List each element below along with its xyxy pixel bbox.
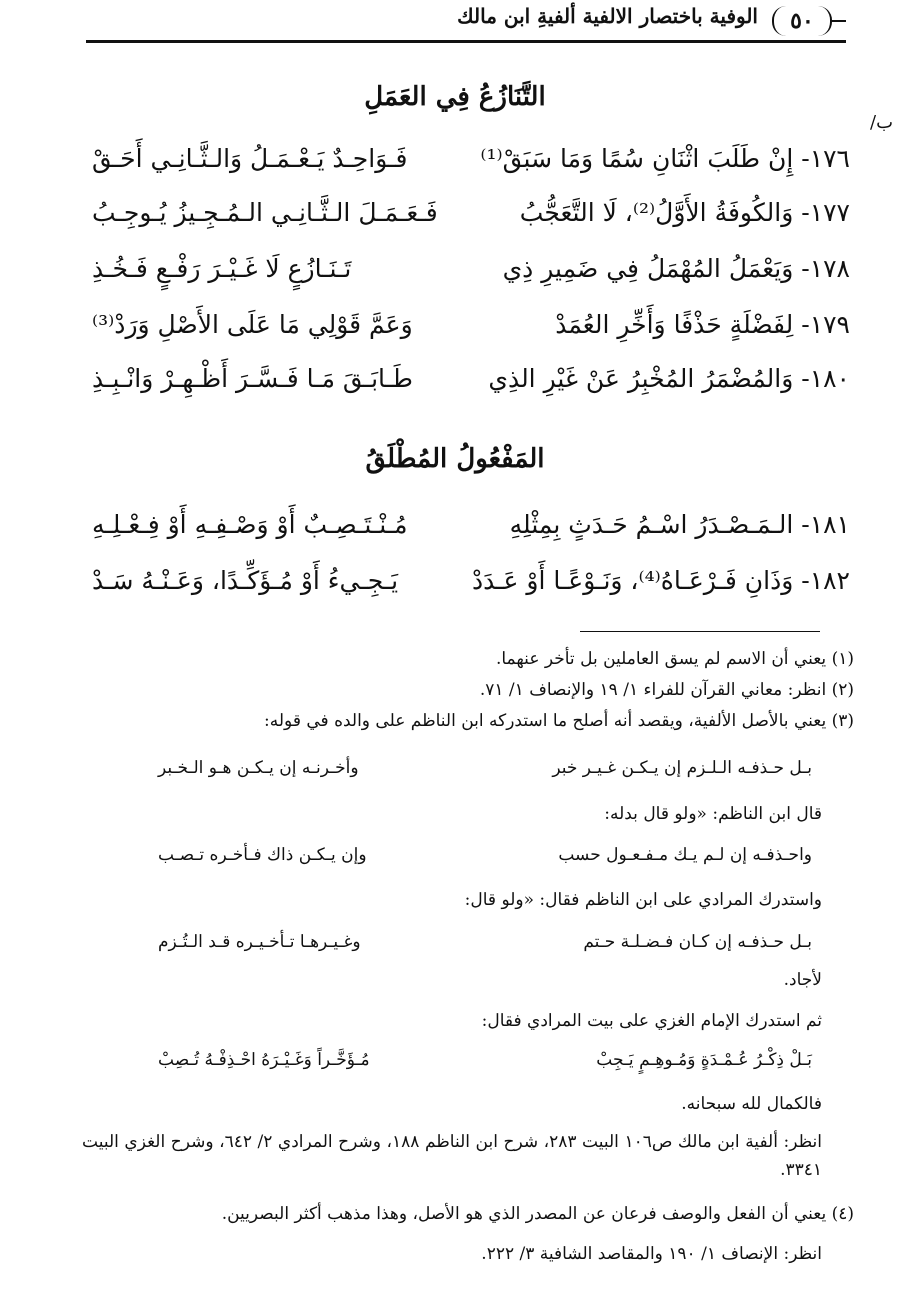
- verse-179: [0, 310, 910, 350]
- verse-second-hemistich: يَـجِـيءُ أَوْ مُـؤَكِّـدًا، وَعَـنْـهُ سَـدْ: [92, 566, 399, 595]
- verse-number: ١٨٠: [809, 364, 850, 393]
- verse-first-hemistich: ١٧٦- إِنْ طَلَبَ اثْنَانِ سُمًا وَمَا سَبَقْ⁽¹⁾: [480, 144, 850, 173]
- page-number: ٥٠: [772, 6, 832, 36]
- hemistich-text: الـمَـصْـدَرُ اسْـمُ حَـدَثٍ بِمِثْلِهِ: [509, 510, 794, 539]
- header-rule: [86, 40, 846, 43]
- poem-second-half: مُـؤَخَّـراً وَغَـيْـرَهُ احْـذِفْـهُ تُـصِبْ: [158, 1050, 370, 1070]
- footnote-3-reference: انظر: ألفية ابن مالك ص١٠٦ البيت ٢٨٣، شرح ابن الناظم ١٨٨، وشرح المرادي ٢/ ٦٤٢، وشرح الغزي البيت ٣٣٤١.: [82, 1132, 822, 1180]
- footnote-2: (٢) انظر: معاني القرآن للفراء ١/ ١٩ والإنصاف ١/ ٧١.: [479, 680, 854, 700]
- footnote-text-line: لأجاد.: [783, 970, 822, 990]
- verse-number: ١٧٧: [809, 198, 850, 227]
- verse-178: [0, 254, 910, 294]
- footnote-poem-line: [0, 1050, 910, 1080]
- hemistich-text: وَيَعْمَلُ المُهْمَلُ فِي ضَمِيرِ ذِي: [502, 254, 794, 283]
- poem-first-half: بـل حـذفـه إن كـان فـضـلـة حـتم: [583, 932, 812, 952]
- verse-second-hemistich: تَـنَـازُعٍ لَا غَـيْـرَ رَفْـعٍ فَـخُـذِ: [92, 254, 352, 283]
- poem-first-half: بَـلْ ذِكْـرُ عُـمْـدَةٍ وَمُـوهِـمٍ يَـجِبْ: [596, 1050, 812, 1070]
- footnote-4-reference: انظر: الإنصاف ١/ ١٩٠ والمقاصد الشافية ٣/ ٢٢٢.: [481, 1244, 822, 1264]
- section-title-tanazu: التَّنَازُعُ فِي العَمَلِ: [364, 82, 546, 112]
- verse-number: ١٧٩: [809, 310, 850, 339]
- section-title-mafool-mutlaq: المَفْعُولُ المُطْلَقُ: [365, 444, 545, 474]
- poem-second-half: وإن يـكـن ذاك فـأخـره تـصـب: [158, 845, 367, 865]
- poem-second-half: وغـيـرهـا تـأخـيـره قـد الـتُـزم: [158, 932, 361, 952]
- footnote-text-line: واستدرك المرادي على ابن الناظم فقال: «ولو قال:: [464, 890, 822, 910]
- hemistich-text: وَذَانِ فَـرْعَـاهُ⁽⁴⁾، وَنَـوْعًـا أَوْ عَـدَدْ: [471, 566, 794, 595]
- verse-second-hemistich: مُـنْـتَـصِـبٌ أَوْ وَصْـفِـهِ أَوْ فِـعْـلِـهِ: [92, 510, 408, 539]
- footnote-text-line: ثم استدرك الإمام الغزي على بيت المرادي فقال:: [481, 1011, 822, 1031]
- verse-177: [0, 198, 910, 238]
- verse-first-hemistich: ١٧٩- لِفَضْلَةٍ حَذْفًا وَأَخِّرِ العُمَدْ: [555, 310, 850, 339]
- page-header: [86, 0, 846, 46]
- verse-first-hemistich: ١٨٢- وَذَانِ فَـرْعَـاهُ⁽⁴⁾، وَنَـوْعًـا أَوْ عَـدَدْ: [471, 566, 850, 595]
- footnote-poem-line: [0, 932, 910, 962]
- verse-first-hemistich: ١٨٠- وَالمُضْمَرُ المُخْبِرُ عَنْ غَيْرِ الذِي: [488, 364, 850, 393]
- verse-number: ١٨١: [809, 510, 850, 539]
- footnote-1: (١) يعني أن الاسم لم يسق العاملين بل تأخر عنهما.: [495, 649, 854, 669]
- footnote-3: (٣) يعني بالأصل الألفية، ويقصد أنه أصلح ما استدركه ابن الناظم على والده في قوله:: [264, 711, 854, 731]
- hemistich-text: وَالكُوفَةُ الأَوَّلُ⁽²⁾، لَا التَّعَجُّبُ: [519, 198, 794, 227]
- verse-second-hemistich: فَـعَـمَـلَ الـثَّـانِـي الـمُـجِـيزُ يُـوجِـبُ: [92, 198, 438, 227]
- verse-182: [0, 566, 910, 606]
- footnote-4: (٤) يعني أن الفعل والوصف فرعان عن المصدر الذي هو الأصل، وهذا مذهب أكثر البصريين.: [221, 1204, 854, 1224]
- verse-180: [0, 364, 910, 404]
- verse-number: ١٨٢: [809, 566, 850, 595]
- poem-second-half: وأخـرنـه إن يـكـن هـو الـخـبر: [158, 758, 359, 778]
- footnote-separator: [580, 631, 820, 632]
- footnote-text-line: فالكمال لله سبحانه.: [681, 1094, 822, 1114]
- verse-first-hemistich: ١٨١- الـمَـصْـدَرُ اسْـمُ حَـدَثٍ بِمِثْلِهِ: [509, 510, 850, 539]
- footnote-text-line: قال ابن الناظم: «ولو قال بدله:: [604, 804, 822, 824]
- poem-first-half: واحـذفـه إن لـم يـك مـفـعـول حسب: [558, 845, 812, 865]
- verse-second-hemistich: طَـابَـقَ مَـا فَـسَّـرَ أَظْـهِـرْ وَانْـبِـذِ: [92, 364, 413, 393]
- verse-second-hemistich: وَعَمَّ قَوْلِي مَا عَلَى الأَصْلِ وَرَدْ⁽³⁾: [92, 310, 413, 339]
- verse-number: ١٧٦: [809, 144, 850, 173]
- verse-176: [0, 144, 910, 184]
- poem-first-half: بـل حـذفـه الـلـزم إن يـكـن غـيـر خبر: [552, 758, 812, 778]
- hemistich-text: وَالمُضْمَرُ المُخْبِرُ عَنْ غَيْرِ الذِي: [488, 364, 794, 393]
- verse-number: ١٧٨: [809, 254, 850, 283]
- margin-note: ب/: [870, 112, 894, 133]
- hemistich-text: لِفَضْلَةٍ حَذْفًا وَأَخِّرِ العُمَدْ: [555, 310, 794, 339]
- running-title: الوفية باختصار الالفية ألفيةِ ابن مالك: [457, 4, 758, 28]
- hemistich-text: إِنْ طَلَبَ اثْنَانِ سُمًا وَمَا سَبَقْ⁽¹⁾: [480, 144, 794, 173]
- verse-first-hemistich: ١٧٧- وَالكُوفَةُ الأَوَّلُ⁽²⁾، لَا التَّعَجُّبُ: [519, 198, 850, 227]
- header-tick: [832, 20, 846, 22]
- footnote-poem-line: [0, 758, 910, 788]
- verse-first-hemistich: ١٧٨- وَيَعْمَلُ المُهْمَلُ فِي ضَمِيرِ ذِي: [502, 254, 850, 283]
- verse-181: [0, 510, 910, 550]
- verse-second-hemistich: فَـوَاحِـدٌ يَـعْـمَـلُ وَالـثَّـانِـي أَحَـقْ: [92, 144, 408, 173]
- footnote-poem-line: [0, 845, 910, 875]
